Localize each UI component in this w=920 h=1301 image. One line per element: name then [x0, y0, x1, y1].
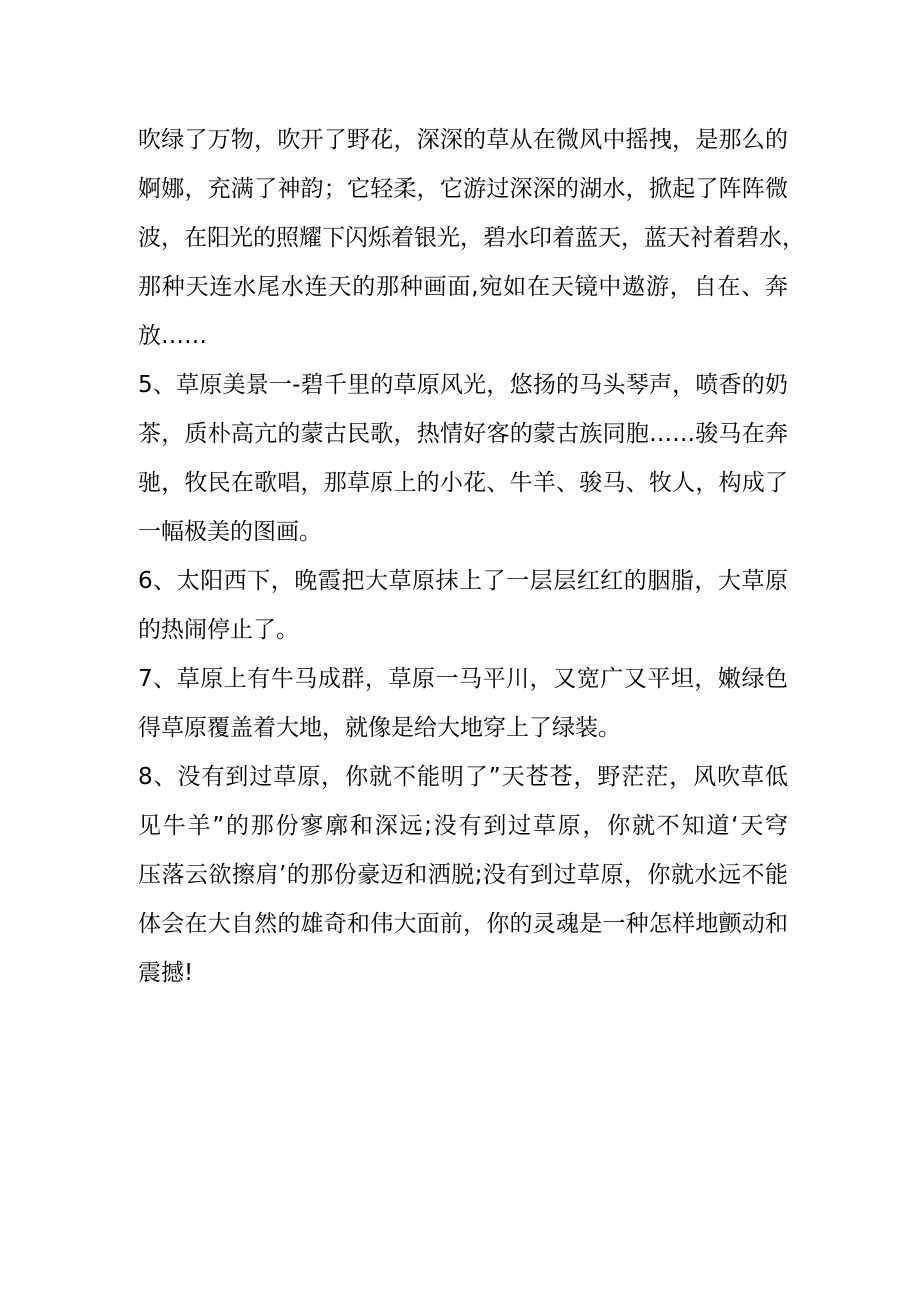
document-body: [138, 116, 805, 998]
text-line: 放……: [138, 323, 207, 349]
text-line: 8、没有到过草原，你就不能明了”天苍苍，野茫茫，风吹草低: [138, 764, 788, 790]
paragraph-8: [138, 753, 788, 998]
text-line: 那种天连水尾水连天的那种画面,宛如在天镜中遨游，自在、奔: [138, 274, 788, 300]
text-line: 得草原覆盖着大地，就像是给大地穿上了绿装。: [138, 715, 621, 741]
paragraph-continued: [138, 116, 805, 361]
text-line: 波，在阳光的照耀下闪烁着银光，碧水印着蓝天，蓝天衬着碧水，: [138, 225, 805, 251]
text-line: 体会在大自然的雄奇和伟大面前，你的灵魂是一种怎样地颤动和: [138, 911, 788, 937]
paragraph-6: [138, 557, 788, 655]
text-line: 吹绿了万物，吹开了野花，深深的草从在微风中摇拽，是那么的: [138, 127, 788, 153]
text-line: 茶，质朴高亢的蒙古民歌，热情好客的蒙古族同胞……骏马在奔: [138, 421, 788, 447]
paragraph-7: [138, 655, 788, 753]
text-line: 压落云欲擦肩’的那份豪迈和洒脱;没有到过草原，你就水远不能: [138, 862, 788, 888]
text-line: 6、太阳西下，晚霞把大草原抹上了一层层红红的胭脂，大草原: [138, 568, 788, 594]
text-line: 婀娜，充满了神韵；它轻柔，它游过深深的湖水，掀起了阵阵微: [138, 176, 788, 202]
text-line: 一幅极美的图画。: [138, 519, 322, 545]
text-line: 7、草原上有牛马成群，草原一马平川，又宽广又平坦，嫩绿色: [138, 666, 788, 692]
text-line: 见牛羊”的那份寥廓和深远;没有到过草原，你就不知道‘天穹: [138, 813, 788, 839]
text-line: 的热闹停止了。: [138, 617, 299, 643]
paragraph-5: [138, 361, 788, 557]
text-line: 震撼!: [138, 960, 194, 986]
text-line: 驰，牧民在歌唱，那草原上的小花、牛羊、骏马、牧人，构成了: [138, 470, 788, 496]
text-line: 5、草原美景一-碧千里的草原风光，悠扬的马头琴声，喷香的奶: [138, 372, 788, 398]
